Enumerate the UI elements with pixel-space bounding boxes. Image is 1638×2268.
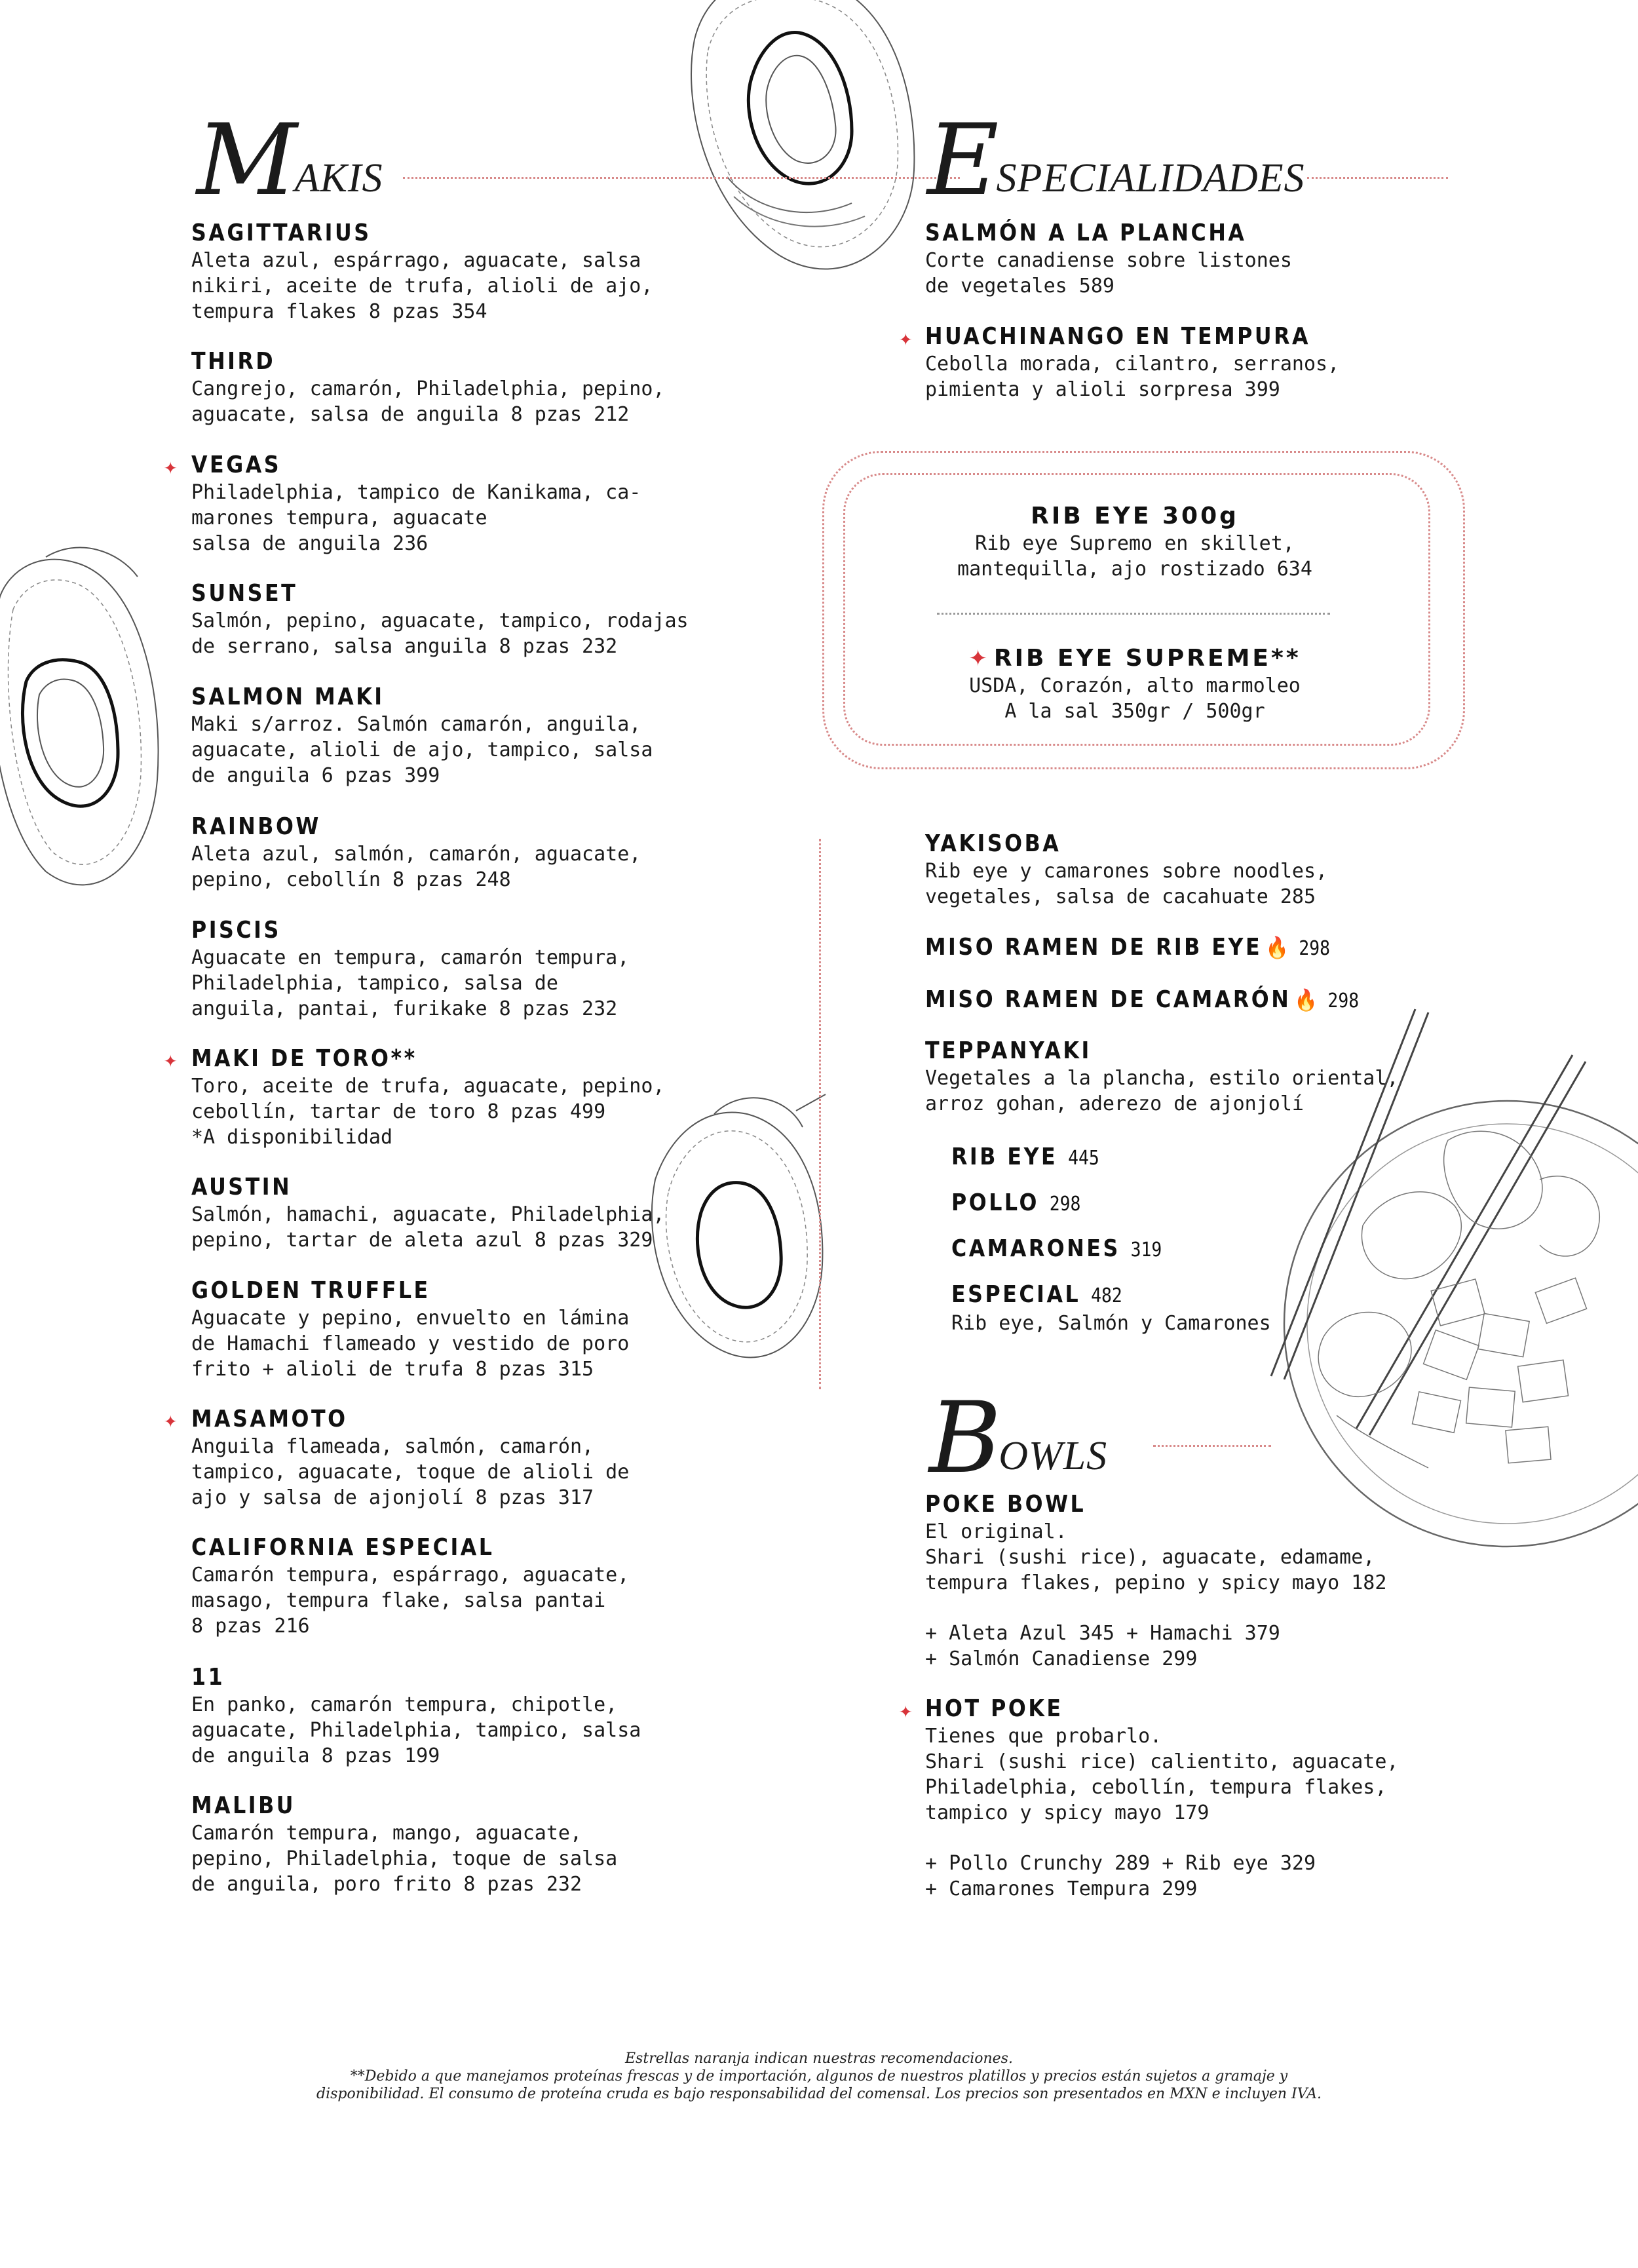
option-desc: Rib eye, Salmón y Camarones <box>951 1312 1271 1335</box>
item-desc: Cebolla morada, cilantro, serranos, pimienta y alioli sorpresa 399 <box>925 353 1340 401</box>
makis-title-rule <box>403 177 960 179</box>
item-desc: Corte canadiense sobre listones de vegetales 589 <box>925 249 1292 298</box>
menu-item-salmon-maki <box>191 684 653 788</box>
makis-title-text: AKIS <box>294 156 383 201</box>
item-name: HOT POKE <box>925 1695 1063 1722</box>
menu-item-salmon-a-la-plancha <box>925 220 1292 299</box>
especialidades-title-text: SPECIALIDADES <box>996 156 1305 201</box>
spicy-flame-icon: 🔥 <box>1294 988 1318 1012</box>
item-price: 298 <box>1327 990 1360 1012</box>
menu-item-rainbow <box>191 814 641 893</box>
item-name: THIRD <box>191 348 276 375</box>
option-name-text: ESPECIAL <box>951 1281 1081 1308</box>
bowls-title-rule <box>1153 1445 1271 1447</box>
item-desc: El original. Shari (sushi rice), aguacate, edamame, tempura flakes, pepino y spicy mayo 182 <box>925 1520 1387 1594</box>
option-name-text: POLLO <box>951 1189 1039 1216</box>
menu-item-piscis <box>191 917 629 1022</box>
item-desc: USDA, Corazón, alto marmoleo A la sal 350gr / 500gr <box>969 674 1301 723</box>
item-desc: Salmón, hamachi, aguacate, Philadelphia, pepino, tartar de aleta azul 8 pzas 329 <box>191 1203 665 1252</box>
item-name: YAKISOBA <box>925 830 1061 857</box>
especialidades-title-initial: E <box>927 104 999 218</box>
menu-item-miso-ramen-rib-eye <box>925 934 1385 962</box>
item-name: MAKI DE TORO** <box>191 1045 417 1072</box>
item-desc: Aleta azul, espárrago, aguacate, salsa nikiri, aceite de trufa, alioli de ajo, tempura flakes 8 pzas 354 <box>191 249 653 323</box>
item-name <box>843 645 1426 672</box>
menu-item-11 <box>191 1664 641 1769</box>
menu-item-golden-truffle <box>191 1278 629 1382</box>
item-name-text: MISO RAMEN DE CAMARÓN <box>925 986 1291 1013</box>
item-name: HUACHINANGO EN TEMPURA <box>925 323 1311 350</box>
menu-item-rib-eye-300g <box>843 503 1426 582</box>
item-name: SALMON MAKI <box>191 683 385 710</box>
item-extras: + Aleta Azul 345 + Hamachi 379 + Salmón Canadiense 299 <box>925 1622 1280 1670</box>
menu-item-third <box>191 349 664 427</box>
option-name <box>951 1144 1099 1172</box>
item-desc: Camarón tempura, mango, aguacate, pepino, Philadelphia, toque de salsa de anguila, poro frito 8 pzas 232 <box>191 1822 618 1896</box>
column-divider <box>819 839 821 1389</box>
option-name <box>951 1236 1162 1263</box>
option-price: 445 <box>1068 1147 1099 1170</box>
especialidades-title <box>927 104 1305 218</box>
footer-note <box>197 2050 1441 2103</box>
item-name: 11 <box>191 1664 225 1691</box>
item-desc: Rib eye y camarones sobre noodles, vegetales, salsa de cacahuate 285 <box>925 860 1328 908</box>
item-desc: Cangrejo, camarón, Philadelphia, pepino, aguacate, salsa de anguila 8 pzas 212 <box>191 377 665 426</box>
menu-item-austin <box>191 1174 664 1253</box>
menu-item-poke-bowl <box>925 1491 1386 1672</box>
menu-item-vegas <box>191 452 641 556</box>
recommended-star-icon: ✦ <box>164 1047 178 1073</box>
menu-item-sunset <box>191 581 689 659</box>
bowls-title-text: OWLS <box>999 1434 1108 1478</box>
menu-item-california-especial <box>191 1535 629 1639</box>
item-desc: Aleta azul, salmón, camarón, aguacate, pepino, cebollín 8 pzas 248 <box>191 843 641 891</box>
item-desc: Salmón, pepino, aguacate, tampico, rodajas de serrano, salsa anguila 8 pzas 232 <box>191 609 689 658</box>
menu-item-miso-ramen-camaron <box>925 987 1418 1014</box>
menu-item-masamoto <box>191 1406 629 1510</box>
option-name <box>951 1282 1232 1309</box>
item-desc: Rib eye Supremo en skillet, mantequilla, ajo rostizado 634 <box>957 532 1312 581</box>
item-price: 298 <box>1299 937 1331 960</box>
item-desc: Philadelphia, tampico de Kanikama, ca- marones tempura, aguacate salsa de anguila 236 <box>191 481 641 555</box>
item-desc: Camarón tempura, espárrago, aguacate, masago, tempura flake, salsa pantai 8 pzas 216 <box>191 1564 630 1638</box>
item-name: SAGITTARIUS <box>191 220 371 246</box>
item-name: RAINBOW <box>191 813 321 840</box>
footer-line-2: **Debido a que manejamos proteínas frescas y de importación, algunos de nuestros platillos y precios están sujetos a gramaje y <box>350 2068 1288 2085</box>
menu-item-yakisoba <box>925 831 1327 910</box>
item-name: POKE BOWL <box>925 1491 1086 1518</box>
footer-line-1: Estrellas naranja indican nuestras recomendaciones. <box>625 2050 1013 2067</box>
option-name-text: CAMARONES <box>951 1235 1120 1262</box>
item-name: PISCIS <box>191 917 281 944</box>
item-extras: + Pollo Crunchy 289 + Rib eye 329 + Camarones Tempura 299 <box>925 1852 1316 1900</box>
item-desc: Maki s/arroz. Salmón camarón, anguila, aguacate, alioli de ajo, tampico, salsa de anguila 6 pzas 399 <box>191 713 653 787</box>
item-name: VEGAS <box>191 452 282 478</box>
item-name <box>925 987 1359 1014</box>
sushi-sketch-left <box>0 544 183 911</box>
bowls-title-initial: B <box>929 1381 1002 1495</box>
especialidades-title-rule <box>1307 177 1448 179</box>
item-name-text: RIB EYE SUPREME** <box>993 645 1301 672</box>
item-name: GOLDEN TRUFFLE <box>191 1277 430 1304</box>
menu-item-teppanyaki <box>925 1038 1398 1117</box>
menu-item-malibu <box>191 1793 617 1897</box>
item-desc: Aguacate y pepino, envuelto en lámina de Hamachi flameado y vestido de poro frito + alioli de trufa 8 pzas 315 <box>191 1307 630 1381</box>
option-name-text: RIB EYE <box>951 1144 1058 1170</box>
bowls-title <box>929 1381 1108 1495</box>
item-name: CALIFORNIA ESPECIAL <box>191 1534 495 1561</box>
menu-item-maki-de-toro <box>191 1046 664 1150</box>
recommended-star-icon: ✦ <box>164 453 178 480</box>
item-desc: Tienes que probarlo. Shari (sushi rice) calientito, aguacate, Philadelphia, cebollín, tempura flakes, tampico y spicy mayo 179 <box>925 1725 1399 1824</box>
makis-title-initial: M <box>197 104 297 218</box>
option-price: 298 <box>1049 1193 1081 1216</box>
item-desc: Vegetales a la plancha, estilo oriental, arroz gohan, aderezo de ajonjolí <box>925 1067 1399 1115</box>
spicy-flame-icon: 🔥 <box>1265 935 1289 960</box>
teppanyaki-option-especial <box>951 1282 1271 1336</box>
item-name-text: MISO RAMEN DE RIB EYE <box>925 934 1263 961</box>
teppanyaki-option-rib-eye <box>951 1144 1120 1172</box>
makis-title <box>197 104 383 218</box>
option-price: 482 <box>1091 1284 1122 1307</box>
item-name: TEPPANYAKI <box>925 1037 1092 1064</box>
item-desc: Toro, aceite de trufa, aguacate, pepino, cebollín, tartar de toro 8 pzas 499 *A disponibilidad <box>191 1075 665 1149</box>
item-name: MALIBU <box>191 1792 296 1819</box>
menu-item-rib-eye-supreme <box>843 645 1426 724</box>
recommended-star-icon: ✦ <box>899 325 913 351</box>
menu-item-sagittarius <box>191 220 653 324</box>
item-name: SUNSET <box>191 580 298 607</box>
item-name: SALMÓN A LA PLANCHA <box>925 220 1247 246</box>
item-desc: Anguila flameada, salmón, camarón, tampico, aguacate, toque de alioli de ajo y salsa de ajonjolí 8 pzas 317 <box>191 1435 630 1509</box>
recommended-star-icon: ✦ <box>164 1407 178 1433</box>
item-name: AUSTIN <box>191 1174 292 1201</box>
item-name <box>925 934 1330 962</box>
item-desc: Aguacate en tempura, camarón tempura, Philadelphia, tampico, salsa de anguila, pantai, furikake 8 pzas 232 <box>191 946 630 1020</box>
option-name <box>951 1190 1080 1218</box>
item-desc: En panko, camarón tempura, chipotle, aguacate, Philadelphia, tampico, salsa de anguila 8 pzas 199 <box>191 1693 641 1767</box>
option-price: 319 <box>1130 1239 1162 1261</box>
item-name: MASAMOTO <box>191 1406 348 1432</box>
teppanyaki-option-pollo <box>951 1190 1098 1218</box>
rib-eye-divider <box>937 613 1330 615</box>
item-name: RIB EYE 300g <box>1031 503 1239 529</box>
recommended-star-icon: ✦ <box>968 645 990 672</box>
menu-item-huachinango-en-tempura <box>925 324 1363 402</box>
recommended-star-icon: ✦ <box>899 1697 913 1723</box>
footer-line-3: disponibilidad. El consumo de proteína cruda es bajo responsabilidad del comensal. Los precios son presentados en MXN e incluyen IVA. <box>316 2086 1322 2102</box>
teppanyaki-option-camarones <box>951 1236 1190 1263</box>
menu-item-hot-poke <box>925 1696 1398 1902</box>
sushi-sketch-top <box>655 0 930 301</box>
